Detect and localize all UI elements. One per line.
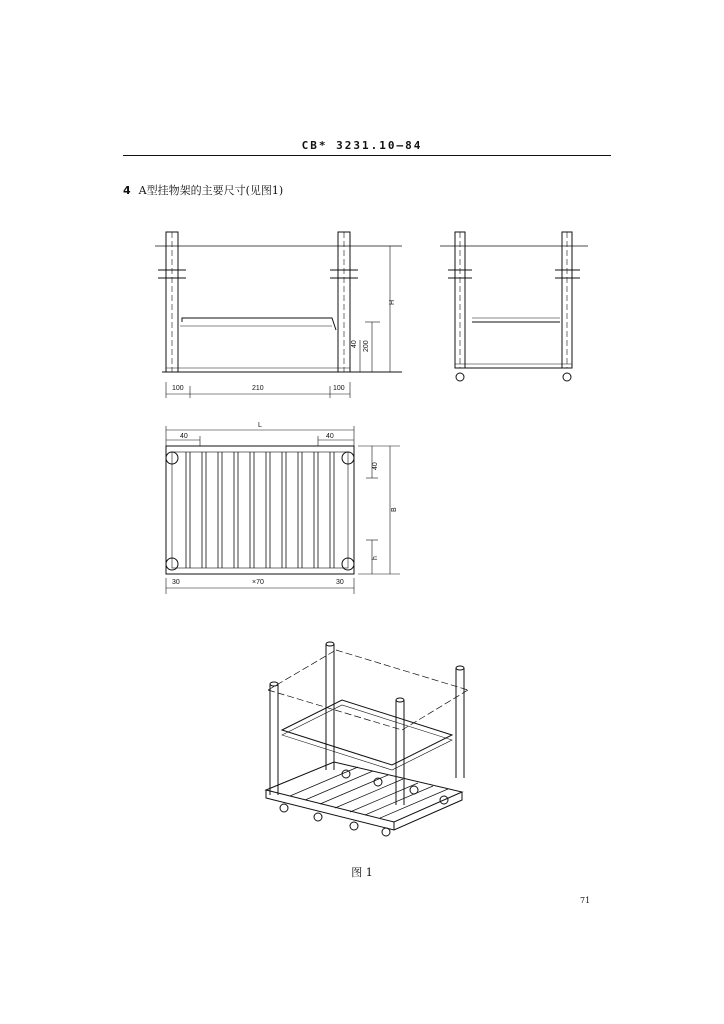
plan-dim-top-right: 40	[326, 433, 334, 440]
plan-dim-l: L	[258, 422, 262, 429]
isometric-view	[266, 642, 468, 836]
side-view	[440, 232, 588, 381]
plan-dim-r-h: h	[372, 556, 379, 560]
front-dim-h: H	[389, 299, 396, 305]
plan-dim-bot-right: 30	[336, 579, 344, 586]
section-title: A型挂物架的主要尺寸(见图1)	[138, 184, 284, 197]
figure-caption: 图 1	[351, 866, 373, 879]
front-dim-left: 100	[172, 385, 184, 392]
plan-dim-b: B	[391, 507, 398, 512]
plan-dim-bot-left: 30	[172, 579, 180, 586]
front-dim-mid: 210	[252, 385, 264, 392]
front-dim-right: 100	[333, 385, 345, 392]
front-dim-40: 40	[351, 340, 358, 348]
plan-dim-r40: 40	[372, 462, 379, 470]
page-number: 71	[580, 896, 591, 905]
front-dim-200: 200	[363, 340, 370, 352]
plan-view	[166, 426, 400, 594]
front-view	[155, 232, 402, 398]
plan-dim-bot-mid: ×70	[252, 579, 264, 586]
section-number: 4	[123, 184, 131, 197]
standard-number: CB* 3231.10—84	[301, 139, 423, 152]
plan-dim-top-left: 40	[180, 433, 188, 440]
